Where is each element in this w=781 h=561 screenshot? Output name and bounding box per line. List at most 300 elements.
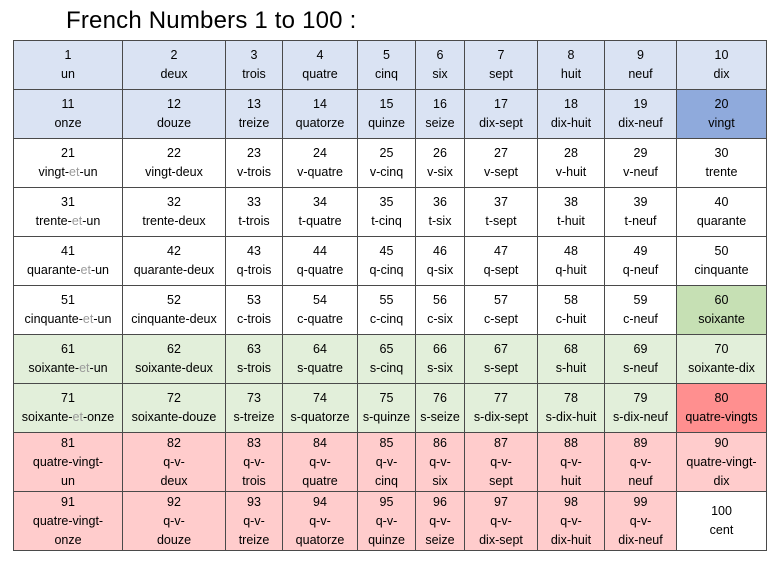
number-digit: 45: [379, 244, 394, 258]
number-word: s-dix-sept: [473, 410, 529, 424]
number-digit: 39: [633, 195, 648, 209]
number-digit: 29: [633, 146, 648, 160]
table-row: [14, 492, 767, 551]
number-digit: 12: [167, 97, 181, 111]
number-word: onze: [54, 116, 82, 130]
number-word: v-huit: [555, 165, 587, 179]
number-cell: [465, 237, 538, 286]
number-digit: 32: [167, 195, 181, 209]
number-cell: [677, 384, 767, 433]
number-digit: 80: [714, 391, 729, 405]
number-word: dix-huit: [550, 532, 592, 547]
number-cell: [416, 433, 465, 492]
number-word: s-dix-huit: [545, 410, 597, 424]
number-digit: 77: [494, 391, 508, 405]
number-word: quinze: [368, 116, 405, 130]
number-digit: 1: [64, 48, 72, 62]
number-word: sept: [489, 67, 513, 81]
number-cell: [283, 90, 358, 139]
number-cell: [465, 41, 538, 90]
number-cell: [226, 384, 283, 433]
number-cell: [605, 286, 677, 335]
number-cell: [14, 237, 123, 286]
number-word: sept: [489, 473, 513, 488]
number-digit: 50: [714, 244, 729, 258]
number-word: t-huit: [557, 214, 585, 228]
number-cell: [538, 139, 605, 188]
number-cell: [465, 492, 538, 551]
number-cell: [226, 492, 283, 551]
number-cell: [123, 492, 226, 551]
number-digit: 10: [714, 48, 729, 62]
number-word: six: [432, 473, 448, 488]
number-cell: [538, 90, 605, 139]
number-digit: 55: [379, 293, 394, 307]
number-cell: [123, 384, 226, 433]
number-digit: 87: [494, 435, 508, 450]
number-cell: [416, 41, 465, 90]
number-word: cinquante-deux: [131, 312, 217, 326]
number-digit: 83: [247, 435, 261, 450]
number-digit: 49: [633, 244, 648, 258]
number-word: c-sept: [483, 312, 519, 326]
table-row: [14, 90, 767, 139]
number-word: soixante-dix: [688, 361, 755, 375]
number-word: soixante-et-onze: [21, 410, 115, 424]
number-word: q-v-: [375, 513, 398, 528]
number-word: treize: [238, 532, 270, 547]
number-digit: 15: [379, 97, 394, 111]
number-digit: 40: [714, 195, 729, 209]
number-digit: 21: [61, 146, 75, 160]
number-cell: [283, 492, 358, 551]
number-cell: [605, 335, 677, 384]
number-cell: [14, 384, 123, 433]
number-word: s-quinze: [362, 410, 411, 424]
number-word: neuf: [628, 473, 653, 488]
number-cell: [677, 41, 767, 90]
number-digit: 71: [61, 391, 75, 405]
number-digit: 9: [637, 48, 644, 62]
number-cell: [538, 492, 605, 551]
number-cell: [358, 90, 416, 139]
number-word: v-quatre: [297, 165, 343, 179]
number-cell: [677, 237, 767, 286]
numbers-table: [13, 40, 767, 551]
number-word: cent: [709, 523, 734, 537]
number-word: trente: [705, 165, 738, 179]
number-word: un: [61, 473, 75, 488]
number-cell: [123, 433, 226, 492]
number-word: vingt-et-un: [38, 165, 98, 179]
number-cell: [123, 139, 226, 188]
number-digit: 69: [633, 342, 648, 356]
number-word: dix-sept: [479, 116, 523, 130]
number-cell: [358, 384, 416, 433]
number-word: quinze: [368, 532, 405, 547]
number-cell: [14, 90, 123, 139]
number-digit: 6: [436, 48, 444, 62]
number-word: trente-deux: [142, 214, 206, 228]
number-cell: [465, 139, 538, 188]
number-word: s-seize: [420, 410, 460, 424]
number-cell: [358, 237, 416, 286]
numbers-table-body: [14, 41, 767, 551]
number-word: soixante-douze: [131, 410, 217, 424]
number-digit: 61: [61, 342, 75, 356]
number-word: q-v-: [309, 513, 331, 528]
number-digit: 95: [379, 494, 394, 509]
number-word: s-quatorze: [290, 410, 350, 424]
number-word: t-sept: [485, 214, 517, 228]
number-digit: 2: [170, 48, 178, 62]
number-digit: 75: [379, 391, 394, 405]
number-word: v-neuf: [623, 165, 658, 179]
number-digit: 53: [247, 293, 261, 307]
number-digit: 62: [167, 342, 181, 356]
number-word: q-neuf: [622, 263, 659, 277]
number-digit: 18: [564, 97, 578, 111]
number-word: quatre: [302, 67, 338, 81]
number-digit: 56: [433, 293, 447, 307]
number-word: trois: [242, 473, 266, 488]
number-digit: 16: [433, 97, 447, 111]
number-word: quatre-vingts: [685, 410, 758, 424]
number-cell: [605, 492, 677, 551]
number-word: neuf: [628, 67, 653, 81]
number-word: s-dix-neuf: [613, 410, 668, 424]
number-cell: [123, 41, 226, 90]
number-digit: 28: [564, 146, 578, 160]
number-word: c-huit: [555, 312, 587, 326]
number-word: quatre-vingt-: [32, 513, 104, 528]
number-digit: 13: [247, 97, 261, 111]
number-word: q-v-: [163, 513, 185, 528]
number-cell: [123, 90, 226, 139]
number-digit: 100: [711, 504, 732, 518]
number-word: s-trois: [236, 361, 272, 375]
number-cell: [465, 433, 538, 492]
number-digit: 14: [313, 97, 327, 111]
number-digit: 72: [167, 391, 181, 405]
number-digit: 31: [61, 195, 75, 209]
number-digit: 97: [494, 494, 508, 509]
number-cell: [283, 188, 358, 237]
number-digit: 76: [433, 391, 447, 405]
number-digit: 89: [633, 435, 648, 450]
table-row: [14, 41, 767, 90]
number-word: cinquante-et-un: [24, 312, 112, 326]
number-digit: 20: [714, 97, 729, 111]
number-cell: [123, 286, 226, 335]
number-digit: 70: [714, 342, 729, 356]
number-word: q-v-: [163, 454, 185, 469]
number-word: q-v-: [429, 513, 451, 528]
number-cell: [283, 384, 358, 433]
number-cell: [226, 41, 283, 90]
number-digit: 19: [633, 97, 648, 111]
number-cell: [538, 237, 605, 286]
number-cell: [358, 41, 416, 90]
number-cell: [538, 335, 605, 384]
number-digit: 42: [167, 244, 181, 258]
number-cell: [226, 237, 283, 286]
number-cell: [465, 384, 538, 433]
number-word: q-trois: [236, 263, 272, 277]
number-cell: [677, 335, 767, 384]
number-cell: [226, 286, 283, 335]
number-cell: [416, 139, 465, 188]
number-cell: [226, 433, 283, 492]
number-word: vingt: [708, 116, 735, 130]
number-digit: 66: [433, 342, 447, 356]
number-cell: [226, 139, 283, 188]
number-digit: 27: [494, 146, 508, 160]
number-digit: 82: [167, 435, 181, 450]
number-word: q-v-: [629, 454, 652, 469]
number-digit: 54: [313, 293, 327, 307]
number-word: v-six: [427, 165, 453, 179]
number-digit: 44: [313, 244, 327, 258]
number-cell: [358, 335, 416, 384]
number-word: q-v-: [309, 454, 331, 469]
number-digit: 92: [167, 494, 181, 509]
number-word: s-neuf: [623, 361, 658, 375]
number-digit: 99: [633, 494, 648, 509]
number-cell: [283, 335, 358, 384]
number-word: t-six: [428, 214, 452, 228]
table-row: [14, 286, 767, 335]
number-digit: 94: [313, 494, 327, 509]
number-digit: 96: [433, 494, 447, 509]
number-word: q-six: [426, 263, 454, 277]
number-digit: 22: [167, 146, 181, 160]
number-word: s-quatre: [297, 361, 343, 375]
number-word: deux: [160, 67, 188, 81]
number-digit: 7: [497, 48, 505, 62]
number-word: onze: [54, 532, 82, 547]
number-cell: [14, 139, 123, 188]
number-cell: [358, 286, 416, 335]
number-word: six: [432, 67, 448, 81]
number-cell: [226, 335, 283, 384]
number-word: cinq: [375, 67, 398, 81]
number-word: vingt-deux: [145, 165, 203, 179]
number-word: dix-neuf: [618, 116, 663, 130]
number-word: c-trois: [236, 312, 272, 326]
number-word: dix: [713, 67, 730, 81]
number-cell: [605, 433, 677, 492]
number-word: dix-huit: [550, 116, 592, 130]
number-word: q-v-: [490, 513, 512, 528]
number-cell: [538, 384, 605, 433]
number-cell: [416, 286, 465, 335]
number-word: huit: [560, 473, 582, 488]
number-digit: 38: [564, 195, 578, 209]
number-digit: 65: [379, 342, 394, 356]
number-cell: [283, 433, 358, 492]
number-digit: 36: [433, 195, 447, 209]
number-digit: 84: [313, 435, 327, 450]
number-cell: [358, 139, 416, 188]
table-row: [14, 433, 767, 492]
number-word: v-trois: [236, 165, 272, 179]
number-cell: [123, 237, 226, 286]
table-row: [14, 139, 767, 188]
number-word: quarante-deux: [133, 263, 215, 277]
number-word: s-sept: [483, 361, 519, 375]
number-word: quatorze: [295, 116, 345, 130]
number-word: q-sept: [483, 263, 519, 277]
number-digit: 47: [494, 244, 508, 258]
number-digit: 91: [61, 494, 75, 509]
number-word: q-v-: [429, 454, 451, 469]
number-digit: 34: [313, 195, 327, 209]
number-word: quatre-vingt-: [686, 454, 757, 469]
number-cell: [416, 384, 465, 433]
number-word: s-huit: [555, 361, 587, 375]
number-word: dix-sept: [479, 532, 523, 547]
number-cell: [283, 237, 358, 286]
number-word: treize: [238, 116, 270, 130]
number-cell: [677, 433, 767, 492]
number-digit: 86: [433, 435, 447, 450]
number-word: soixante-deux: [135, 361, 213, 375]
number-cell: [465, 90, 538, 139]
page-title: French Numbers 1 to 100 :: [66, 7, 357, 34]
number-cell: [14, 492, 123, 551]
number-word: q-v-: [243, 454, 265, 469]
number-word: t-trois: [238, 214, 270, 228]
number-digit: 17: [494, 97, 508, 111]
number-word: cinq: [375, 473, 398, 488]
number-cell: [538, 188, 605, 237]
number-word: seize: [425, 532, 455, 547]
number-cell: [14, 41, 123, 90]
number-cell: [283, 286, 358, 335]
number-digit: 26: [433, 146, 447, 160]
number-word: q-v-: [560, 513, 582, 528]
number-cell: [14, 286, 123, 335]
number-cell: [14, 335, 123, 384]
number-cell: [14, 188, 123, 237]
number-cell: [283, 139, 358, 188]
number-digit: 58: [564, 293, 578, 307]
number-digit: 88: [564, 435, 578, 450]
number-cell: [605, 384, 677, 433]
number-digit: 57: [494, 293, 508, 307]
number-digit: 25: [379, 146, 394, 160]
number-digit: 98: [564, 494, 578, 509]
number-digit: 30: [714, 146, 729, 160]
number-cell: [677, 90, 767, 139]
number-digit: 78: [564, 391, 578, 405]
number-digit: 11: [61, 97, 75, 111]
number-digit: 68: [564, 342, 578, 356]
number-word: douze: [156, 532, 192, 547]
number-digit: 93: [247, 494, 261, 509]
number-digit: 37: [494, 195, 508, 209]
number-word: s-six: [427, 361, 453, 375]
number-word: t-cinq: [371, 214, 402, 228]
number-cell: [358, 433, 416, 492]
number-digit: 85: [379, 435, 394, 450]
number-digit: 90: [714, 435, 729, 450]
number-digit: 46: [433, 244, 447, 258]
number-cell: [538, 433, 605, 492]
number-cell: [465, 335, 538, 384]
number-cell: [677, 492, 767, 551]
number-cell: [538, 41, 605, 90]
number-digit: 24: [313, 146, 327, 160]
number-word: deux: [160, 473, 188, 488]
number-word: quarante: [696, 214, 747, 228]
number-word: s-cinq: [369, 361, 404, 375]
number-word: cinquante: [694, 263, 749, 277]
number-cell: [605, 139, 677, 188]
number-cell: [465, 286, 538, 335]
number-cell: [416, 90, 465, 139]
number-cell: [123, 188, 226, 237]
number-word: q-cinq: [369, 263, 404, 277]
number-cell: [605, 41, 677, 90]
number-digit: 81: [61, 435, 75, 450]
number-digit: 79: [633, 391, 648, 405]
number-cell: [416, 188, 465, 237]
number-digit: 63: [247, 342, 261, 356]
number-cell: [226, 188, 283, 237]
number-word: c-cinq: [369, 312, 404, 326]
number-cell: [358, 188, 416, 237]
number-word: v-cinq: [369, 165, 404, 179]
number-word: huit: [560, 67, 582, 81]
number-cell: [605, 188, 677, 237]
number-word: trente-et-un: [35, 214, 101, 228]
number-cell: [14, 433, 123, 492]
number-cell: [416, 335, 465, 384]
number-word: t-neuf: [624, 214, 657, 228]
number-cell: [283, 41, 358, 90]
number-digit: 4: [316, 48, 324, 62]
number-word: soixante: [698, 312, 745, 326]
number-word: q-v-: [375, 454, 398, 469]
number-digit: 5: [383, 48, 390, 62]
number-digit: 41: [61, 244, 75, 258]
number-word: trois: [242, 67, 266, 81]
number-digit: 23: [247, 146, 261, 160]
number-word: quatre: [302, 473, 338, 488]
number-word: t-quatre: [298, 214, 342, 228]
number-cell: [538, 286, 605, 335]
number-digit: 3: [250, 48, 258, 62]
number-cell: [123, 335, 226, 384]
number-digit: 51: [61, 293, 75, 307]
number-word: soixante-et-un: [28, 361, 108, 375]
number-cell: [226, 90, 283, 139]
number-cell: [677, 188, 767, 237]
number-digit: 48: [564, 244, 578, 258]
number-digit: 73: [247, 391, 261, 405]
number-digit: 43: [247, 244, 261, 258]
number-word: q-quatre: [296, 263, 344, 277]
number-word: quatorze: [295, 532, 345, 547]
number-word: v-sept: [483, 165, 519, 179]
number-digit: 64: [313, 342, 327, 356]
number-cell: [677, 139, 767, 188]
number-digit: 52: [167, 293, 181, 307]
table-row: [14, 188, 767, 237]
number-word: seize: [425, 116, 455, 130]
